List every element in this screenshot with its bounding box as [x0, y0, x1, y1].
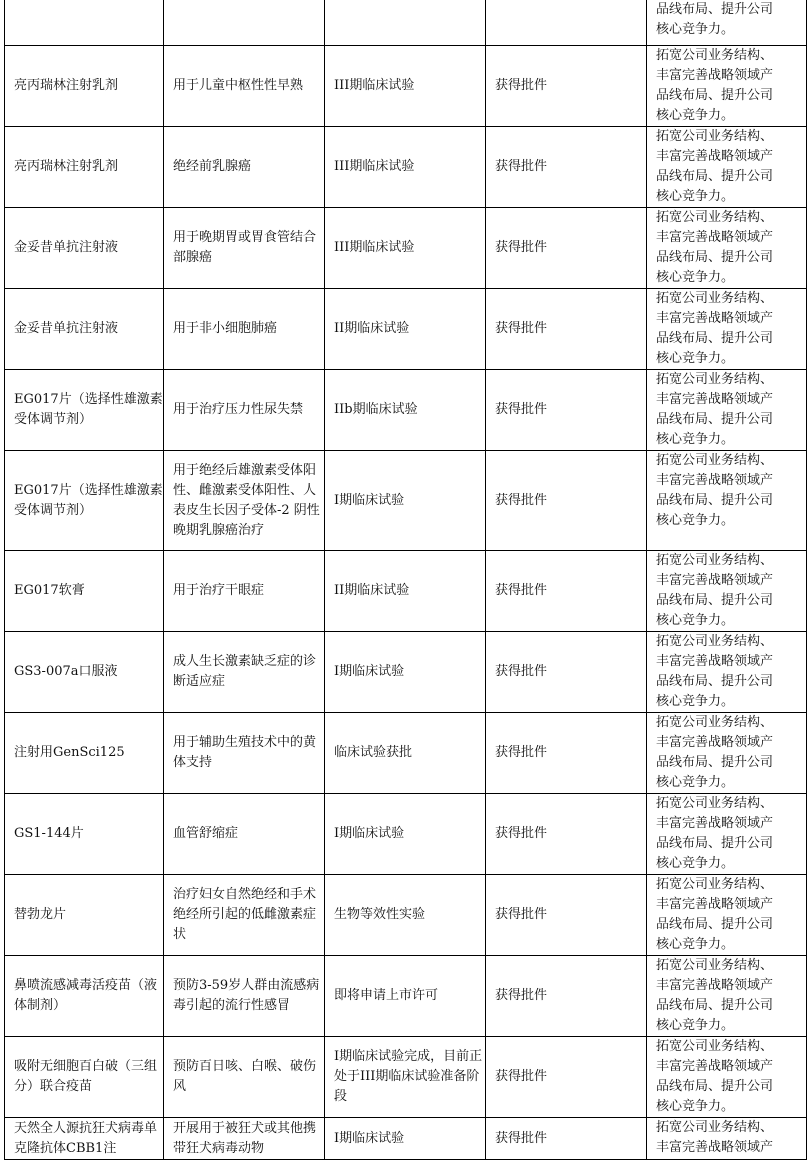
approval-status-cell-text: 获得批件 [495, 240, 548, 255]
impact-line: 品线布局、提升公司 [656, 250, 774, 265]
approval-status-cell [486, 46, 647, 127]
approval-status-cell-text: 获得批件 [495, 78, 548, 93]
indication-cell-text: 绝经前乳腺癌 [173, 159, 252, 174]
drug-name-cell [5, 289, 164, 370]
clinical-stage-cell [325, 875, 486, 956]
impact-line: 品线布局、提升公司 [656, 755, 774, 770]
indication-cell-text: 成人生长激素缺乏症的诊断适应症 [173, 654, 317, 689]
impact-line: 品线布局、提升公司 [656, 836, 774, 851]
drug-name-cell-text: 金妥昔单抗注射液 [14, 321, 119, 336]
impact-line: 拓宽公司业务结构、 [656, 877, 774, 892]
indication-cell [164, 875, 325, 956]
clinical-stage-cell [325, 370, 486, 451]
drug-name-cell-text: EG017片（选择性雄激素受体调节剂） [14, 482, 163, 518]
drug-name-cell-text: GS3-007a口服液 [14, 664, 118, 679]
approval-status-cell [486, 1037, 647, 1118]
indication-cell [164, 127, 325, 208]
approval-status-cell [486, 1118, 647, 1160]
table-row [5, 875, 807, 956]
impact-line: 品线布局、提升公司 [656, 917, 774, 932]
impact-line: 拓宽公司业务结构、 [656, 634, 774, 649]
impact-line: 核心竞争力。 [656, 513, 735, 528]
indication-cell [164, 1118, 325, 1160]
approval-status-cell [486, 451, 647, 551]
indication-cell-text: 预防3-59岁人群由流感病毒引起的流行性感冒 [173, 978, 320, 1013]
indication-cell-text: 用于非小细胞肺癌 [173, 321, 278, 336]
impact-line: 拓宽公司业务结构、 [656, 48, 774, 63]
impact-line: 核心竞争力。 [656, 189, 735, 204]
clinical-stage-cell [325, 1118, 486, 1160]
clinical-stage-cell [325, 794, 486, 875]
impact-line: 拓宽公司业务结构、 [656, 715, 774, 730]
indication-cell-text: 用于治疗压力性尿失禁 [173, 402, 304, 417]
drug-name-cell [5, 1118, 164, 1160]
impact-line: 品线布局、提升公司 [656, 331, 774, 346]
drug-name-cell [5, 632, 164, 713]
impact-line: 拓宽公司业务结构、 [656, 372, 774, 387]
table-body [5, 0, 807, 1160]
approval-status-cell [486, 370, 647, 451]
approval-status-cell [486, 551, 647, 632]
impact-line: 品线布局、提升公司 [656, 998, 774, 1013]
clinical-stage-cell-text: I期临床试验 [334, 1130, 405, 1146]
clinical-stage-cell-text: 即将申请上市许可 [334, 988, 439, 1003]
table-row [5, 551, 807, 632]
indication-cell-text: 预防百日咳、白喉、破伤风 [173, 1059, 317, 1094]
approval-status-cell-text: 获得批件 [495, 402, 548, 417]
approval-status-cell [486, 127, 647, 208]
impact-cell [647, 0, 807, 46]
impact-line: 丰富完善战略领域产 [656, 897, 774, 912]
approval-status-cell-text: 获得批件 [495, 745, 548, 760]
drug-name-cell-text: 鼻喷流感减毒活疫苗（液体制剂） [14, 978, 158, 1013]
drug-name-cell [5, 451, 164, 551]
impact-cell [647, 451, 807, 551]
clinical-stage-cell [325, 551, 486, 632]
approval-status-cell [486, 632, 647, 713]
impact-line: 品线布局、提升公司 [656, 674, 774, 689]
impact-line: 拓宽公司业务结构、 [656, 210, 774, 225]
clinical-stage-cell [325, 451, 486, 551]
approval-status-cell [486, 875, 647, 956]
drug-name-cell-text: 亮丙瑞林注射乳剂 [14, 159, 119, 174]
impact-cell [647, 551, 807, 632]
drug-name-cell [5, 370, 164, 451]
drug-name-cell [5, 0, 164, 46]
indication-cell [164, 370, 325, 451]
indication-cell-text: 用于辅助生殖技术中的黄体支持 [173, 735, 317, 770]
clinical-stage-cell [325, 632, 486, 713]
impact-line: 丰富完善战略领域产 [656, 1059, 774, 1074]
impact-line: 核心竞争力。 [656, 694, 735, 709]
impact-line: 核心竞争力。 [656, 856, 735, 871]
drug-name-cell [5, 551, 164, 632]
indication-cell [164, 794, 325, 875]
impact-line: 核心竞争力。 [656, 775, 735, 790]
drug-name-cell [5, 794, 164, 875]
impact-cell [647, 875, 807, 956]
indication-cell [164, 713, 325, 794]
indication-cell-text: 用于治疗干眼症 [173, 583, 265, 598]
drug-name-cell [5, 46, 164, 127]
table-row [5, 0, 807, 46]
clinical-stage-cell [325, 956, 486, 1037]
drug-name-cell-text: EG017软膏 [14, 583, 85, 598]
impact-line: 核心竞争力。 [656, 270, 735, 285]
indication-cell [164, 0, 325, 46]
impact-line: 核心竞争力。 [656, 613, 735, 628]
indication-cell-text: 用于晚期胃或胃食管结合部腺癌 [173, 230, 317, 265]
clinical-stage-cell-text: I期临床试验 [334, 826, 405, 841]
impact-line: 品线布局、提升公司 [656, 493, 774, 508]
impact-line: 丰富完善战略领域产 [656, 573, 774, 588]
indication-cell-text: 用于儿童中枢性性早熟 [173, 78, 304, 93]
drug-name-cell-text: 亮丙瑞林注射乳剂 [14, 78, 119, 93]
impact-cell [647, 1037, 807, 1118]
approval-status-cell-text: 获得批件 [495, 826, 548, 841]
clinical-stage-cell [325, 46, 486, 127]
impact-cell [647, 370, 807, 451]
impact-line: 丰富完善战略领域产 [656, 1140, 774, 1155]
impact-line: 品线布局、提升公司 [656, 1079, 774, 1094]
indication-cell-text: 开展用于被狂犬或其他携带狂犬病毒动物 [173, 1120, 317, 1156]
drug-name-cell [5, 713, 164, 794]
clinical-stage-cell-text: I期临床试验 [334, 492, 405, 508]
table-row [5, 713, 807, 794]
impact-line: 核心竞争力。 [656, 351, 735, 366]
impact-cell [647, 289, 807, 370]
impact-line: 拓宽公司业务结构、 [656, 129, 774, 144]
impact-line: 拓宽公司业务结构、 [656, 291, 774, 306]
clinical-stage-cell-text: II期临床试验 [334, 583, 410, 598]
clinical-stage-cell-text: 生物等效性实验 [334, 907, 426, 922]
approval-status-cell [486, 956, 647, 1037]
approval-status-cell [486, 0, 647, 46]
impact-line: 品线布局、提升公司 [656, 2, 774, 17]
impact-line: 丰富完善战略领域产 [656, 816, 774, 831]
impact-line: 核心竞争力。 [656, 432, 735, 447]
impact-cell [647, 208, 807, 289]
approval-status-cell-text: 获得批件 [495, 664, 548, 679]
drug-name-cell [5, 875, 164, 956]
clinical-stage-cell [325, 208, 486, 289]
clinical-stage-cell-text: II期临床试验 [334, 321, 410, 336]
approval-status-cell-text: 获得批件 [495, 159, 548, 174]
impact-line: 拓宽公司业务结构、 [656, 453, 774, 468]
impact-line: 丰富完善战略领域产 [656, 149, 774, 164]
impact-line: 拓宽公司业务结构、 [656, 796, 774, 811]
indication-cell [164, 956, 325, 1037]
impact-line: 拓宽公司业务结构、 [656, 958, 774, 973]
indication-cell [164, 208, 325, 289]
impact-cell [647, 1118, 807, 1160]
approval-status-cell-text: 获得批件 [495, 988, 548, 1003]
indication-cell [164, 451, 325, 551]
table-row [5, 208, 807, 289]
impact-cell [647, 956, 807, 1037]
impact-line: 丰富完善战略领域产 [656, 654, 774, 669]
clinical-stage-cell-text: IIb期临床试验 [334, 402, 418, 417]
indication-cell [164, 551, 325, 632]
table-row [5, 370, 807, 451]
impact-cell [647, 127, 807, 208]
impact-cell [647, 46, 807, 127]
table-row [5, 127, 807, 208]
drug-name-cell-text: 金妥昔单抗注射液 [14, 240, 119, 255]
table-row [5, 451, 807, 551]
drug-name-cell-text: 吸附无细胞百白破（三组分）联合疫苗 [14, 1059, 158, 1094]
approval-status-cell-text: 获得批件 [495, 583, 548, 598]
impact-line: 核心竞争力。 [656, 1018, 735, 1033]
impact-line: 丰富完善战略领域产 [656, 230, 774, 245]
approval-status-cell-text: 获得批件 [495, 492, 548, 508]
approval-status-cell-text: 获得批件 [495, 907, 548, 922]
clinical-stage-cell [325, 289, 486, 370]
indication-cell [164, 632, 325, 713]
impact-line: 丰富完善战略领域产 [656, 473, 774, 488]
approval-status-cell-text: 获得批件 [495, 321, 548, 336]
drug-name-cell [5, 956, 164, 1037]
impact-line: 丰富完善战略领域产 [656, 735, 774, 750]
approval-status-cell-text: 获得批件 [495, 1069, 548, 1084]
table-row [5, 46, 807, 127]
impact-line: 拓宽公司业务结构、 [656, 1120, 774, 1135]
drug-name-cell-text: GS1-144片 [14, 826, 84, 841]
impact-cell [647, 632, 807, 713]
impact-line: 品线布局、提升公司 [656, 169, 774, 184]
approval-status-cell [486, 794, 647, 875]
drug-name-cell [5, 208, 164, 289]
approval-status-cell-text: 获得批件 [495, 1130, 548, 1146]
impact-line: 品线布局、提升公司 [656, 412, 774, 427]
clinical-stage-cell [325, 1037, 486, 1118]
table-row [5, 632, 807, 713]
clinical-stage-cell [325, 713, 486, 794]
drug-name-cell-text: 天然全人源抗狂犬病毒单克隆抗体CBB1注 [14, 1120, 158, 1156]
table-row [5, 1118, 807, 1160]
table-row [5, 956, 807, 1037]
indication-cell-text: 血管舒缩症 [173, 826, 239, 841]
drug-name-cell [5, 127, 164, 208]
impact-line: 品线布局、提升公司 [656, 593, 774, 608]
approval-status-cell [486, 289, 647, 370]
impact-line: 核心竞争力。 [656, 937, 735, 952]
approval-status-cell [486, 713, 647, 794]
impact-cell [647, 794, 807, 875]
impact-line: 拓宽公司业务结构、 [656, 553, 774, 568]
table-row [5, 1037, 807, 1118]
clinical-stage-cell-text: III期临床试验 [334, 78, 415, 93]
impact-line: 核心竞争力。 [656, 108, 735, 123]
impact-line: 核心竞争力。 [656, 1099, 735, 1114]
clinical-stage-cell-text: III期临床试验 [334, 240, 415, 255]
impact-cell [647, 713, 807, 794]
impact-line: 品线布局、提升公司 [656, 88, 774, 103]
indication-cell-text: 治疗妇女自然绝经和手术绝经所引起的低雌激素症状 [173, 887, 317, 942]
impact-line: 丰富完善战略领域产 [656, 978, 774, 993]
indication-cell [164, 289, 325, 370]
indication-cell-text: 用于绝经后雄激素受体阳性、雌激素受体阳性、人表皮生长因子受体-2 阴性晚期乳腺癌治疗 [173, 462, 320, 538]
indication-cell [164, 46, 325, 127]
rd-pipeline-table [4, 0, 807, 1160]
clinical-stage-cell-text: 临床试验获批 [334, 745, 413, 760]
table-row [5, 794, 807, 875]
clinical-stage-cell-text: III期临床试验 [334, 159, 415, 174]
drug-name-cell-text: EG017片（选择性雄激素受体调节剂） [14, 392, 163, 427]
clinical-stage-cell-text: I期临床试验 [334, 664, 405, 679]
impact-line: 丰富完善战略领域产 [656, 311, 774, 326]
drug-name-cell [5, 1037, 164, 1118]
impact-line: 拓宽公司业务结构、 [656, 1039, 774, 1054]
clinical-stage-cell [325, 0, 486, 46]
impact-line: 丰富完善战略领域产 [656, 68, 774, 83]
drug-name-cell-text: 替勃龙片 [14, 907, 67, 922]
approval-status-cell [486, 208, 647, 289]
indication-cell [164, 1037, 325, 1118]
impact-line: 核心竞争力。 [656, 22, 735, 37]
clinical-stage-cell-text: I期临床试验完成，目前正处于III期临床试验准备阶段 [334, 1049, 483, 1104]
drug-name-cell-text: 注射用GenSci125 [14, 745, 125, 760]
impact-line: 丰富完善战略领域产 [656, 392, 774, 407]
clinical-stage-cell [325, 127, 486, 208]
table-row [5, 289, 807, 370]
